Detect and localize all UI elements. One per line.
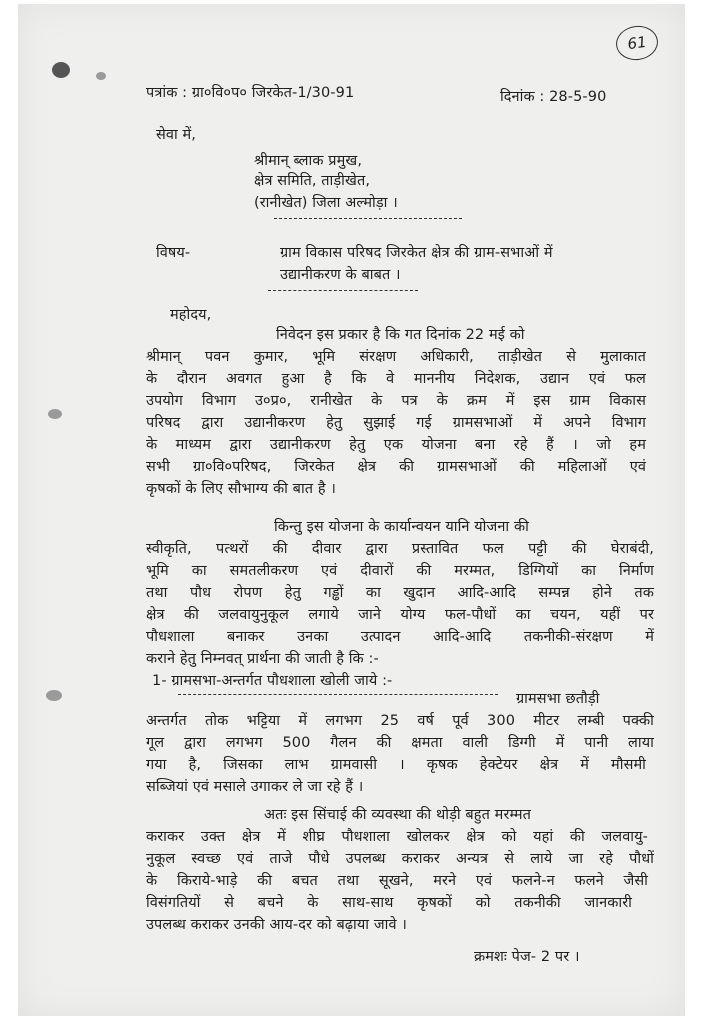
continuation-note: क्रमशः पेज- 2 पर । <box>474 949 580 965</box>
para3-line: अन्तर्गत तोक भट्टिया में लगभग 25 वर्ष पूर्व 300 मीटर लम्बी पक्की <box>146 713 654 729</box>
reference-number: पत्रांक : ग्रा०वि०प० जिरकेत-1/30-91 <box>146 85 355 101</box>
page-number: 61 <box>614 23 660 63</box>
para1-line: के माध्यम द्वारा उद्यानीकरण हेतु एक योजना बना रहे हैं । जो हम <box>146 437 646 453</box>
item1-underline <box>178 694 498 695</box>
punch-hole-top <box>52 62 70 78</box>
punch-hole-top-2 <box>96 72 106 80</box>
para1-line: के दौरान अवगत हुआ है कि वे माननीय निदेशक, उद्यान एवं फल <box>146 371 646 387</box>
para1-line: उपयोग विभाग उ०प्र०, रानीखेत के पत्र के क्रम में इस ग्राम विकास <box>146 393 646 409</box>
letter-page <box>18 4 685 1016</box>
para4-line: के किराये-भाड़े की बचत तथा सूखने, मरने एवं फलने-न फलने जैसी <box>146 873 648 889</box>
para1-line: सभी ग्रा०वि०परिषद, जिरकेत क्षेत्र की ग्रामसभाओं की महिलाओं एवं <box>146 459 646 475</box>
para2-line: क्षेत्र की जलवायुनुकूल लगाये जाने योग्य फल-पौधों का चयन, यहीं पर <box>146 607 654 623</box>
subject-line: उद्यानीकरण के बाबत । <box>280 267 401 283</box>
para2-line: कराने हेतु निम्नवत् प्रार्थना की जाती है कि :- <box>146 651 379 667</box>
para3-line: सब्जियां एवं मसाले उगाकर ले जा रहे हैं । <box>146 779 364 795</box>
subject-line: ग्राम विकास परिषद जिरकेत क्षेत्र की ग्राम-सभाओं में <box>280 245 553 261</box>
para3-line: गूल द्वारा लगभग 500 गैलन की क्षमता वाली डिग्गी में पानी लाया <box>146 735 654 751</box>
para2-line: भूमि का समतलीकरण एवं दीवारों की मरम्मत, डिग्गियों का निर्माण <box>146 563 654 579</box>
punch-hole-lower <box>46 690 62 701</box>
recipient-line: क्षेत्र समिति, ताड़ीखेत, <box>254 173 371 189</box>
para4-line: नुकूल स्वच्छ एवं ताजे पौधे उपलब्ध कराकर अन्यत्र से लाये जा रहे पौधों <box>146 851 654 867</box>
recipient-line: श्रीमान् ब्लाक प्रमुख, <box>254 153 363 169</box>
recipient-underline <box>274 218 462 219</box>
para4-line: अतः इस सिंचाई की व्यवस्था की थोड़ी बहुत मरम्मत <box>264 807 532 823</box>
subject-label: विषय- <box>156 245 191 261</box>
para1-line: निवेदन इस प्रकार है कि गत दिनांक 22 मई को <box>276 327 525 343</box>
para4-line: उपलब्ध कराकर उनकी आय-दर को बढ़ाया जावे । <box>146 917 407 933</box>
punch-hole-middle <box>48 409 62 419</box>
para1-line: श्रीमान् पवन कुमार, भूमि संरक्षण अधिकारी, ताड़ीखेत से मुलाकात <box>146 349 646 365</box>
subject-underline <box>268 290 418 291</box>
para2-line: तथा पौध रोपण हेतु गड्ढों का खुदान आदि-आदि सम्पन्न होने तक <box>146 585 654 601</box>
para2-line: स्वीकृति, पत्थरों की दीवार द्वारा प्रस्तावित फल पट्टी की घेराबंदी, <box>146 541 654 557</box>
item1-heading: 1- ग्रामसभा-अन्तर्गत पौधशाला खोली जाये :- <box>152 673 393 689</box>
para2-line: किन्तु इस योजना के कार्यान्वयन यानि योजना की <box>274 519 529 535</box>
para2-line: पौधशाला बनाकर उनका उत्पादन आदि-आदि तकनीकी-संरक्षण में <box>146 629 654 645</box>
item1-right: ग्रामसभा छतौड़ी <box>516 691 600 707</box>
recipient-line: (रानीखेत) जिला अल्मोड़ा । <box>254 195 398 211</box>
para4-line: विसंगतियों से बचने के साथ-साथ कृषकों को तकनीकी जानकारी <box>146 895 632 911</box>
letter-date: दिनांक : 28-5-90 <box>500 89 607 105</box>
para4-line: कराकर उक्त क्षेत्र में शीघ्र पौधशाला खोलकर क्षेत्र को यहां की जलवायु- <box>146 829 648 845</box>
para3-line: गया है, जिसका लाभ ग्रामवासी । कृषक हेक्टेयर क्षेत्र में मौसमी <box>146 757 646 773</box>
greeting: महोदय, <box>170 307 212 323</box>
para1-line: कृषकों के लिए सौभाग्य की बात है । <box>146 481 336 497</box>
para1-line: परिषद द्वारा उद्यानीकरण हेतु सुझाई गई ग्रामसभाओं में अपने विभाग <box>146 415 646 431</box>
salutation-to: सेवा में, <box>156 127 197 143</box>
